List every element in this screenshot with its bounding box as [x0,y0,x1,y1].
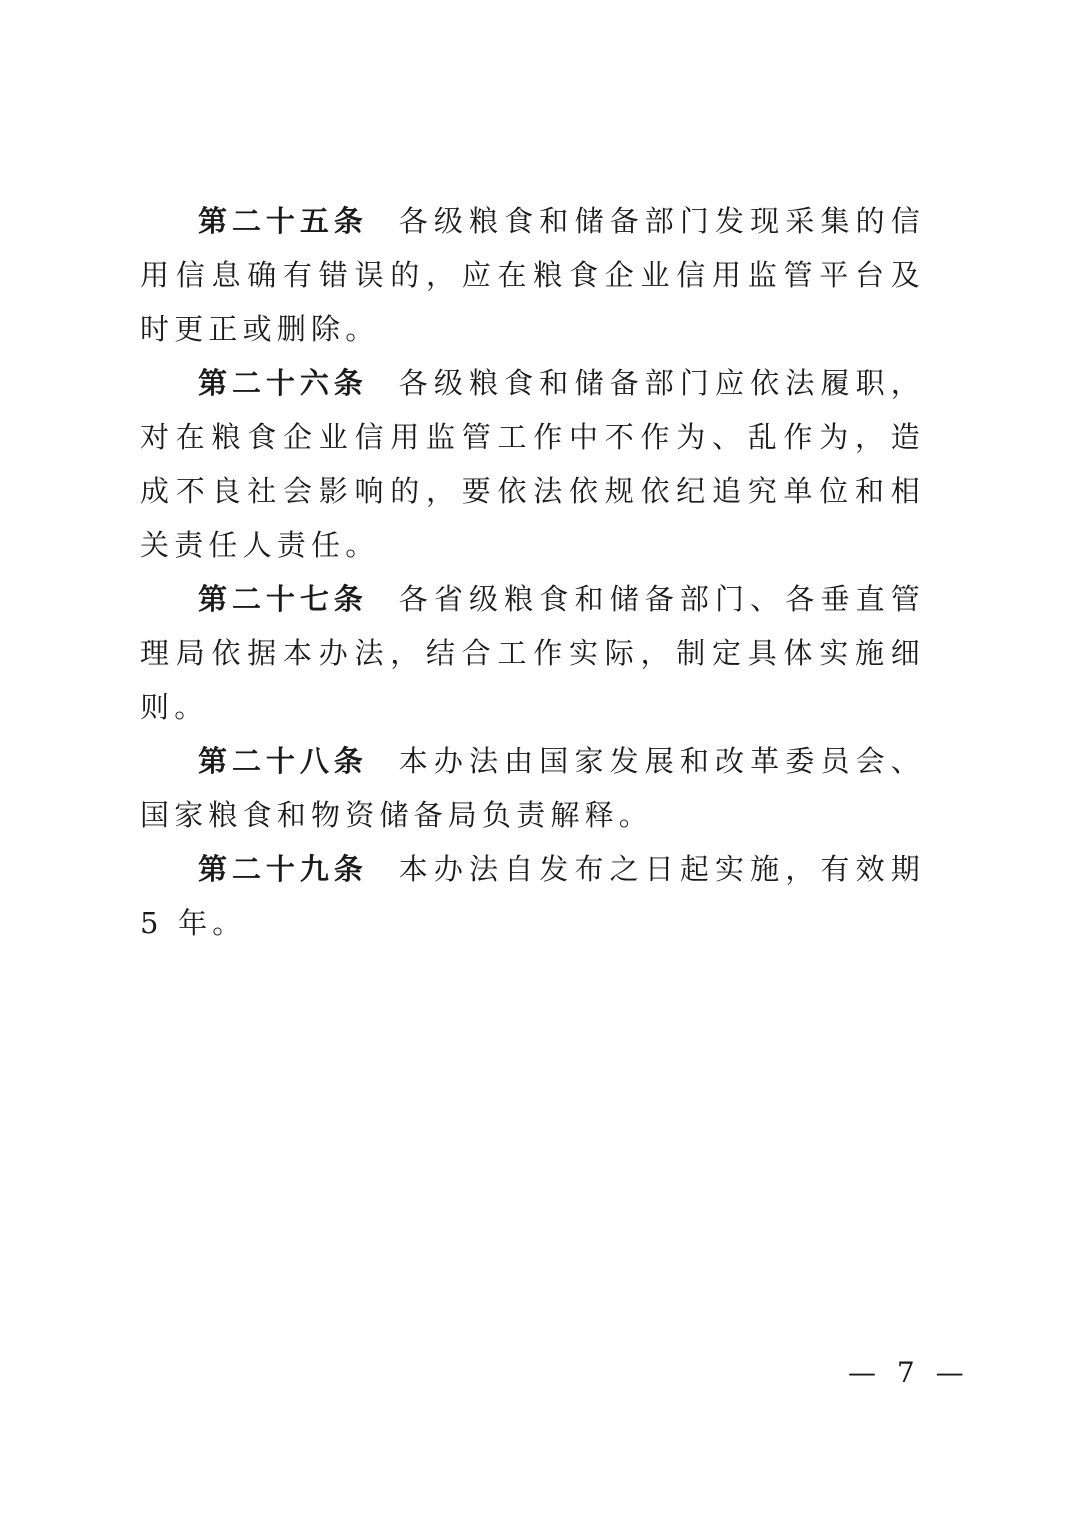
article-text: 各级粮食和储备部门发现采集的信用信息确有错误的，应在粮食企业信用监管平台及时更正或删除。 [140,204,925,346]
document-body [140,194,925,950]
article-paragraph [140,572,925,734]
article-number: 第二十八条 [198,744,368,778]
article-text: 各级粮食和储备部门应依法履职，对在粮食企业信用监管工作中不作为、乱作为，造成不良社会影响的，要依法依规依纪追究单位和相关责任人责任。 [140,366,925,562]
article-text: 各省级粮食和储备部门、各垂直管理局依据本办法，结合工作实际，制定具体实施细则。 [140,582,925,724]
article-number: 第二十七条 [198,582,368,616]
article-paragraph [140,194,925,356]
article-number: 第二十九条 [198,852,368,886]
article-text: 本办法由国家发展和改革委员会、国家粮食和物资储备局负责解释。 [140,744,925,832]
article-paragraph [140,842,925,950]
article-paragraph [140,734,925,842]
page-number: — 7 — [848,1356,970,1389]
article-number: 第二十六条 [198,366,368,400]
article-text: 本办法自发布之日起实施，有效期 5 年。 [140,852,925,940]
article-paragraph [140,356,925,572]
article-number: 第二十五条 [198,204,368,238]
